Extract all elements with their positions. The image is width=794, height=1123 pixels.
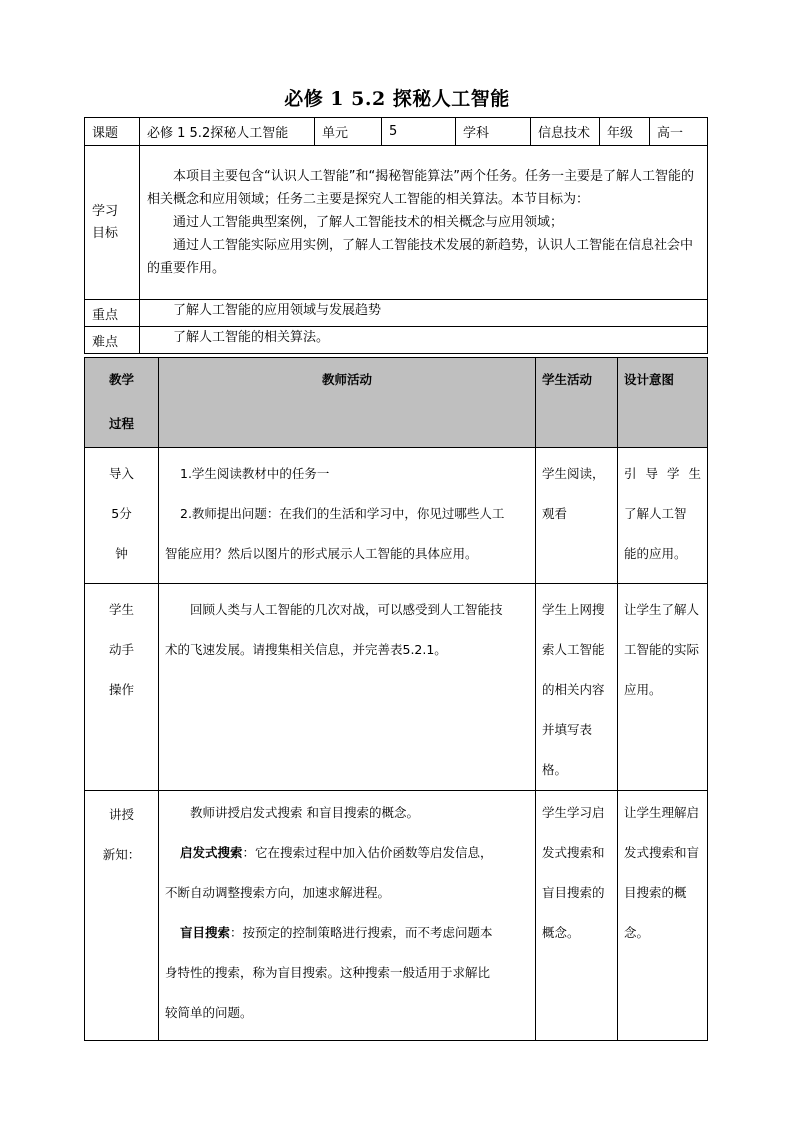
design-text: 应用。 bbox=[624, 682, 662, 697]
student-text: 观看 bbox=[542, 506, 568, 521]
goals-label-line: 学习 bbox=[92, 203, 119, 219]
table-row bbox=[85, 584, 708, 791]
definition-text: ：它在搜索过程中加入估价函数等启发信息， bbox=[242, 845, 493, 860]
goal-paragraph: 本项目主要包含“认识人工智能”和“揭秘智能算法”两个任务。任务一主要是了解人工智能的相关概念和应用领域；任务二主要是探究人工智能的相关算法。本节目标为： bbox=[147, 169, 694, 207]
definition-text: ：按预定的控制策略进行搜索，而不考虑问题本 bbox=[230, 925, 493, 940]
header-process-line: 教学 bbox=[108, 372, 134, 387]
step-text: 钟 bbox=[115, 546, 128, 561]
student-text: 学生上网搜 bbox=[542, 602, 605, 617]
goals-label bbox=[85, 146, 140, 300]
design-text: 能的应用。 bbox=[624, 546, 687, 561]
step-text: 学生 bbox=[108, 602, 134, 617]
key-point-cell bbox=[140, 300, 708, 327]
header-student-text: 学生活动 bbox=[542, 372, 593, 387]
teacher-text: 身特性的搜索，称为盲目搜索。这种搜索一般适用于求解比 bbox=[165, 965, 491, 980]
unit-label: 单元 bbox=[315, 118, 382, 146]
step-text: 导入 bbox=[108, 466, 134, 481]
step-cell bbox=[85, 448, 159, 584]
design-text: 发式搜索和盲 bbox=[624, 845, 700, 860]
subject-label: 学科 bbox=[456, 118, 531, 146]
grade-label: 年级 bbox=[600, 118, 650, 146]
teacher-text bbox=[165, 833, 529, 873]
student-text: 发式搜索和 bbox=[542, 845, 605, 860]
goals-label-line: 目标 bbox=[92, 225, 119, 241]
key-point-value: 了解人工智能的应用领域与发展趋势 bbox=[173, 303, 382, 318]
student-text: 学生学习启 bbox=[542, 805, 605, 820]
document-title: 必修 1 5.2 探秘人工智能 bbox=[284, 88, 510, 110]
step-text: 新知： bbox=[102, 847, 141, 862]
design-text: 引导学生 bbox=[624, 466, 701, 481]
header-teacher bbox=[159, 358, 536, 448]
student-text: 的相关内容 bbox=[542, 682, 605, 697]
teacher-text: 教师讲授启发式搜索 和盲目搜索的概念。 bbox=[190, 805, 419, 820]
design-cell bbox=[618, 448, 708, 584]
step-text: 5分 bbox=[111, 506, 132, 521]
teaching-process-table bbox=[84, 357, 708, 1041]
header-student bbox=[536, 358, 618, 448]
step-text: 讲授 bbox=[108, 807, 134, 822]
teacher-text: 不断自动调整搜索方向，加速求解进程。 bbox=[165, 885, 391, 900]
difficulty-cell bbox=[140, 327, 708, 354]
teacher-text: 1.学生阅读教材中的任务一 bbox=[180, 466, 330, 481]
teacher-text: 较简单的问题。 bbox=[165, 1005, 253, 1020]
term-blind: 盲目搜索 bbox=[180, 925, 231, 940]
teacher-text: 回顾人类与人工智能的几次对战，可以感受到人工智能技 bbox=[190, 602, 503, 617]
student-cell bbox=[536, 791, 618, 1041]
design-text: 目搜索的概念。 bbox=[624, 885, 687, 940]
teacher-text bbox=[165, 913, 529, 953]
subject-value: 信息技术 bbox=[531, 118, 600, 146]
teacher-cell bbox=[159, 584, 536, 791]
step-cell bbox=[85, 791, 159, 1041]
header-teacher-text: 教师活动 bbox=[321, 372, 372, 387]
header-design-text: 设计意图 bbox=[624, 372, 675, 387]
term-heuristic: 启发式搜索 bbox=[180, 845, 243, 860]
table-row bbox=[85, 448, 708, 584]
student-text: 并填写表格。 bbox=[542, 722, 593, 777]
grade-value: 高一 bbox=[650, 118, 708, 146]
student-text: 学生阅读， bbox=[542, 466, 605, 481]
difficulty-value: 了解人工智能的相关算法。 bbox=[173, 330, 330, 345]
table-row bbox=[85, 791, 708, 1041]
design-text: 工智能的实际 bbox=[624, 642, 700, 657]
teacher-text: 2.教师提出问题：在我们的生活和学习中，你见过哪些人工 bbox=[180, 506, 505, 521]
unit-value: 5 bbox=[382, 118, 456, 146]
goal-paragraph: 通过人工智能典型案例，了解人工智能技术的相关概念与应用领域； bbox=[173, 215, 564, 230]
header-process-line: 过程 bbox=[108, 416, 134, 431]
design-text: 让学生理解启 bbox=[624, 805, 700, 820]
step-text: 动手 bbox=[108, 642, 134, 657]
teacher-text: 智能应用？然后以图片的形式展示人工智能的具体应用。 bbox=[165, 546, 478, 561]
design-cell bbox=[618, 584, 708, 791]
student-text: 盲目搜索的 bbox=[542, 885, 605, 900]
teacher-cell bbox=[159, 448, 536, 584]
lesson-label: 课题 bbox=[85, 118, 140, 146]
header-process bbox=[85, 358, 159, 448]
student-cell bbox=[536, 448, 618, 584]
student-text: 索人工智能 bbox=[542, 642, 605, 657]
step-text: 操作 bbox=[108, 682, 134, 697]
goal-paragraph: 通过人工智能实际应用实例，了解人工智能技术发展的新趋势，认识人工智能在信息社会中的重要作用。 bbox=[147, 238, 694, 276]
design-text: 让学生了解人 bbox=[624, 602, 700, 617]
goals-content bbox=[140, 146, 708, 300]
student-cell bbox=[536, 584, 618, 791]
header-design bbox=[618, 358, 708, 448]
teacher-cell bbox=[159, 791, 536, 1041]
design-text: 了解人工智 bbox=[624, 506, 687, 521]
difficulty-label: 难点 bbox=[85, 327, 140, 354]
design-cell bbox=[618, 791, 708, 1041]
lesson-info-table bbox=[84, 117, 708, 354]
key-point-label: 重点 bbox=[85, 300, 140, 327]
student-text: 概念。 bbox=[542, 925, 580, 940]
step-cell bbox=[85, 584, 159, 791]
teacher-text: 术的飞速发展。请搜集相关信息，并完善表5.2.1。 bbox=[165, 642, 447, 657]
lesson-value: 必修 1 5.2探秘人工智能 bbox=[140, 118, 315, 146]
